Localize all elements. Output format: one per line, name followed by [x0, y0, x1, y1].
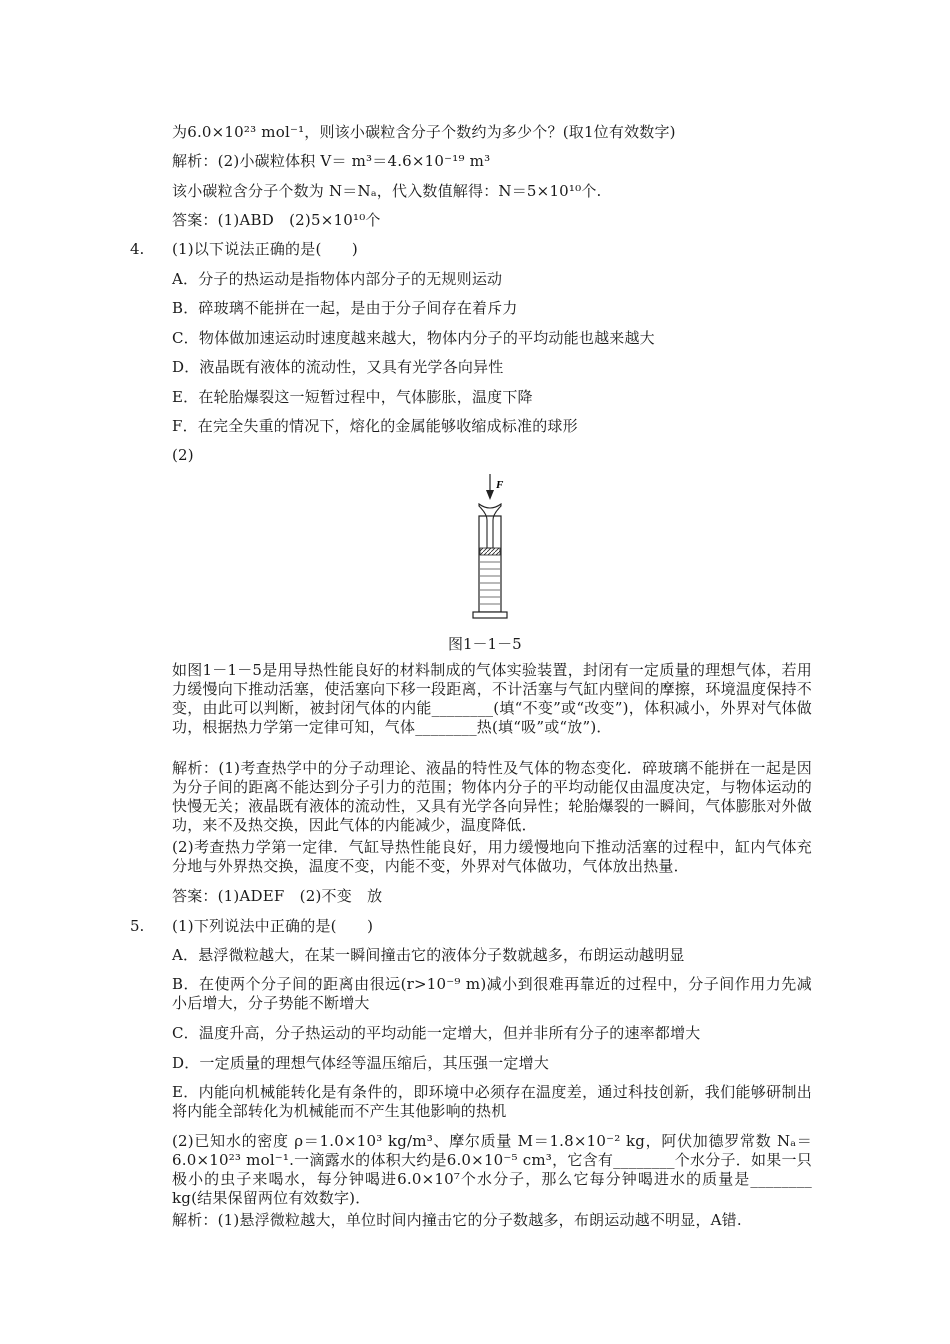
gas-cylinder-figure: [455, 472, 535, 622]
q4-option-a: A．分子的热运动是指物体内部分子的无规则运动: [172, 270, 503, 288]
q4-option-c: C．物体做加速运动时速度越来越大，物体内分子的平均动能也越来越大: [172, 329, 655, 347]
q4-analysis-2: (2)考查热力学第一定律．气缸导热性能良好，用力缓慢地向下推动活塞的过程中，缸内气体充分地与外界热交换，温度不变，内能不变，外界对气体做功，气体放出热量．: [172, 838, 812, 875]
q3-analysis-line: 解析：(2)小碳粒体积 V＝ m³＝4.6×10⁻¹⁹ m³: [172, 152, 491, 170]
q3-answer: 答案：(1)ABD (2)5×10¹⁰个: [172, 211, 381, 229]
arrow-head: [486, 490, 494, 500]
q4-analysis-1: 解析：(1)考查热学中的分子动理论、液晶的特性及气体的物态变化．碎玻璃不能拼在一起是因为分子间的距离不能达到分子引力的范围；物体内分子的平均动能仅由温度决定，与物体运动的快慢无关；液晶既有液体的流动性，又具有光学各向异性；轮胎爆裂的一瞬间，气体膨胀对外做功，来不及热交换，因此气体的内能减少，温度降低．: [172, 759, 812, 834]
piston-rod: [479, 504, 501, 548]
q5-option-c: C．温度升高，分子热运动的平均动能一定增大，但并非所有分子的速率都增大: [172, 1024, 701, 1042]
q4-part2-text: 如图1－1－5是用导热性能良好的材料制成的气体实验装置，封闭有一定质量的理想气体，若用力缓慢向下推动活塞，使活塞向下移一段距离，不计活塞与气缸内壁间的摩擦，环境温度保持不变，由此可以判断，被封闭气体的内能________(填“不变”或“改变”)，体积减小，外界对气体做功，根据热力学第一定律可知，气体________热(填“吸”或“放”)．: [172, 661, 812, 736]
piston: [480, 548, 500, 555]
q4-part2-label: (2): [172, 446, 194, 464]
q5-option-b: B．在使两个分子间的距离由很远(r>10⁻⁹ m)减小到很难再靠近的过程中，分子间作用力先减小后增大，分子势能不断增大: [172, 975, 812, 1012]
figure-caption: 图1－1－5: [448, 635, 522, 653]
q3-analysis-line: 该小碳粒含分子个数为 N＝Nₐ，代入数值解得：N＝5×10¹⁰个.: [172, 182, 602, 200]
q5-number: 5.: [130, 917, 145, 935]
gas-graduations: [480, 562, 500, 604]
q4-answer: 答案：(1)ADEF (2)不变 放: [172, 887, 383, 905]
q5-option-e: E．内能向机械能转化是有条件的，即环境中必须存在温度差，通过科技创新，我们能够研制出将内能全部转化为机械能而不产生其他影响的热机: [172, 1083, 812, 1120]
q5-stem: (1)下列说法中正确的是( ): [172, 917, 374, 935]
q5-analysis: 解析：(1)悬浮微粒越大，单位时间内撞击它的分子数越多，布朗运动越不明显，A错.: [172, 1211, 742, 1229]
q5-option-a: A．悬浮微粒越大，在某一瞬间撞击它的液体分子数就越多，布朗运动越明显: [172, 946, 685, 964]
q4-stem: (1)以下说法正确的是( ): [172, 240, 358, 258]
q4-option-b: B．碎玻璃不能拼在一起，是由于分子间存在着斥力: [172, 299, 518, 317]
q4-number: 4.: [130, 240, 145, 258]
cylinder-base: [473, 612, 507, 618]
q4-option-f: F．在完全失重的情况下，熔化的金属能够收缩成标准的球形: [172, 417, 578, 435]
q4-option-e: E．在轮胎爆裂这一短暂过程中，气体膨胀，温度下降: [172, 388, 533, 406]
q5-part2: (2)已知水的密度 ρ＝1.0×10³ kg/m³、摩尔质量 M＝1.8×10⁻² kg，阿伏加德罗常数 Nₐ＝6.0×10²³ mol⁻¹.一滴露水的体积大约是6.0×10⁻⁵ cm³，它含有________个水分子．如果一只极小的虫子来喝水，每分钟喝进6.0×10⁷个水分子，那么它每分钟喝进水的质量是________ kg(结果保留两位有效数字)．: [172, 1132, 812, 1207]
force-label: F: [496, 479, 504, 491]
q5-option-d: D．一定质量的理想气体经等温压缩后，其压强一定增大: [172, 1054, 550, 1072]
q4-option-d: D．液晶既有液体的流动性，又具有光学各向异性: [172, 358, 504, 376]
q3-text-line: 为6.0×10²³ mol⁻¹，则该小碳粒含分子个数约为多少个？(取1位有效数字): [172, 123, 676, 141]
